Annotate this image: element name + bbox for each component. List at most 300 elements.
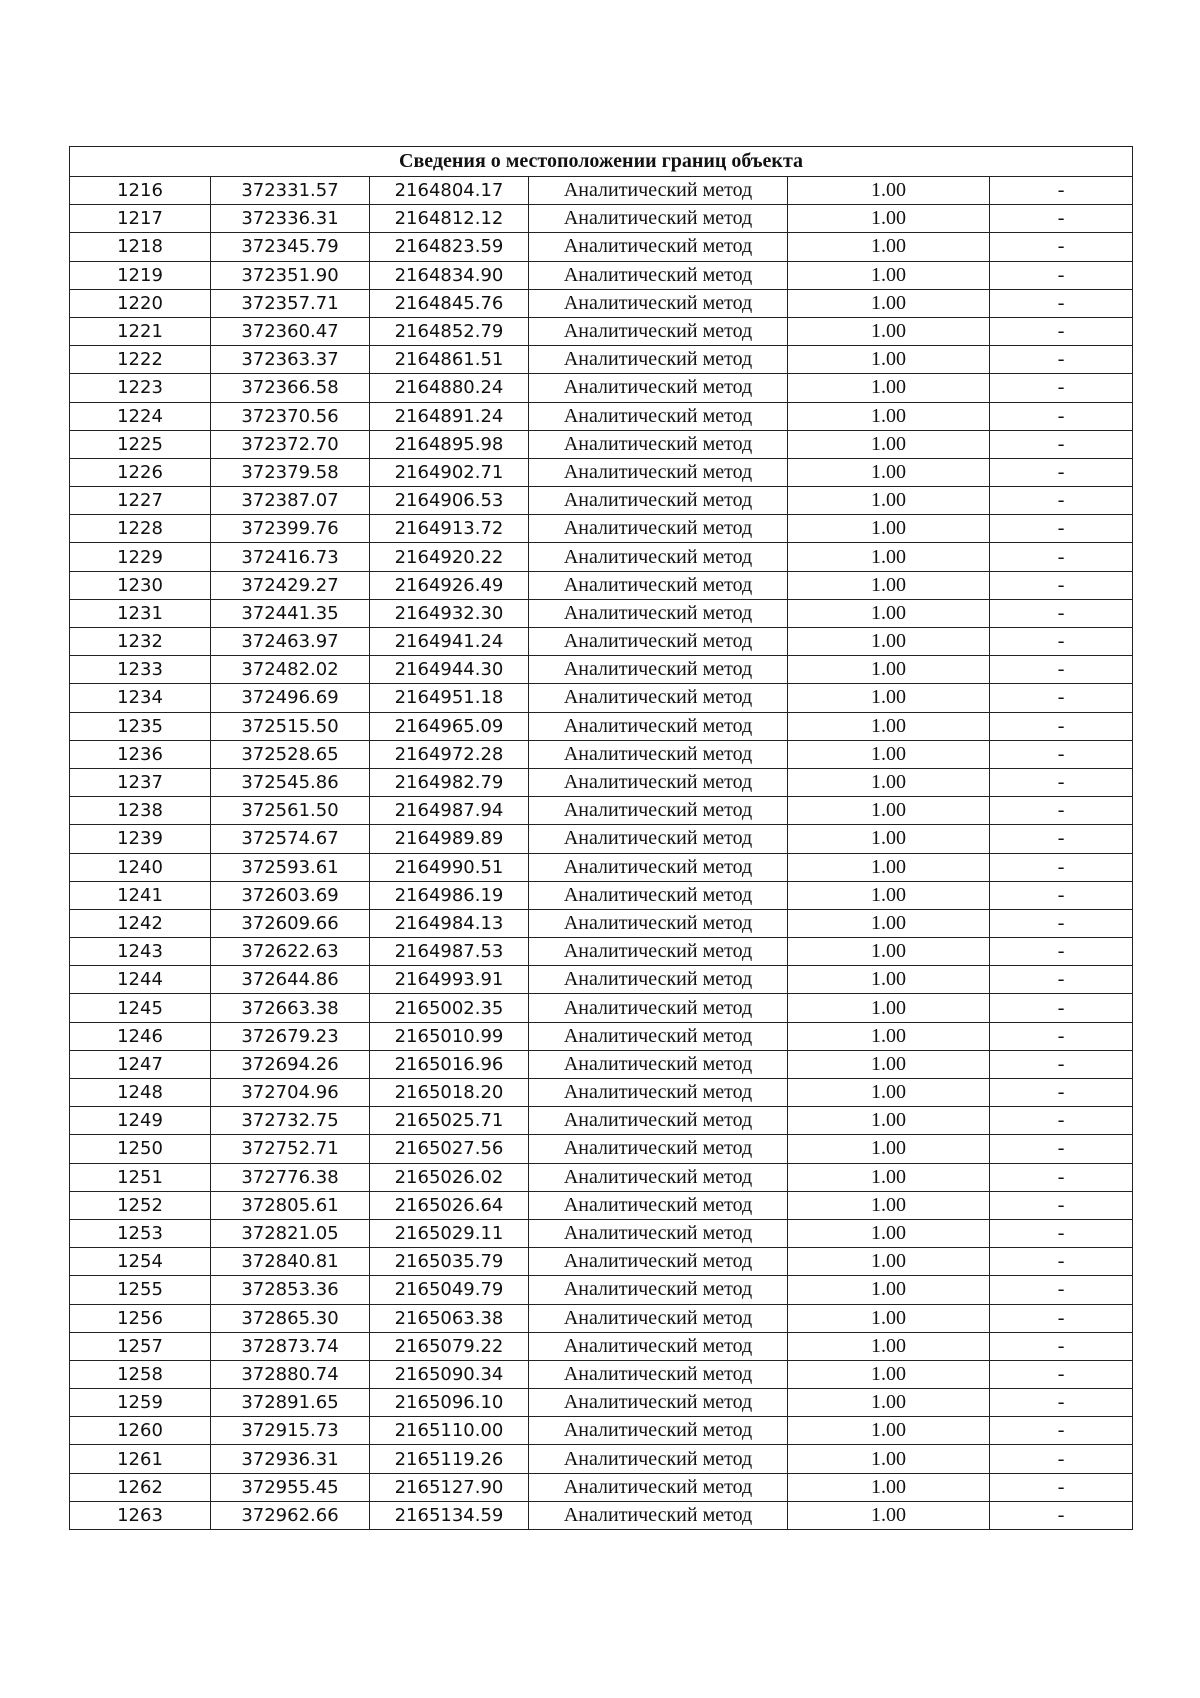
y-coordinate-cell: 2165090.34: [370, 1360, 529, 1388]
y-coordinate-cell: 2164891.24: [370, 402, 529, 430]
method-cell: Аналитический метод: [529, 346, 788, 374]
accuracy-cell: 1.00: [788, 656, 990, 684]
table-row: [70, 938, 1133, 966]
y-coordinate-cell: 2164932.30: [370, 599, 529, 627]
y-coordinate-cell: 2165127.90: [370, 1473, 529, 1501]
point-number-cell: 1222: [70, 346, 211, 374]
table-row: [70, 430, 1133, 458]
x-coordinate-cell: 372463.97: [211, 628, 370, 656]
accuracy-cell: 1.00: [788, 825, 990, 853]
x-coordinate-cell: 372936.31: [211, 1445, 370, 1473]
x-coordinate-cell: 372357.71: [211, 289, 370, 317]
point-number-cell: 1228: [70, 515, 211, 543]
table-row: [70, 1219, 1133, 1247]
accuracy-cell: 1.00: [788, 1219, 990, 1247]
point-number-cell: 1246: [70, 1022, 211, 1050]
table-row: [70, 768, 1133, 796]
note-cell: -: [990, 402, 1133, 430]
point-number-cell: 1244: [70, 966, 211, 994]
note-cell: -: [990, 233, 1133, 261]
y-coordinate-cell: 2164920.22: [370, 543, 529, 571]
point-number-cell: 1261: [70, 1445, 211, 1473]
note-cell: -: [990, 177, 1133, 205]
point-number-cell: 1241: [70, 881, 211, 909]
method-cell: Аналитический метод: [529, 656, 788, 684]
method-cell: Аналитический метод: [529, 938, 788, 966]
method-cell: Аналитический метод: [529, 684, 788, 712]
method-cell: Аналитический метод: [529, 1219, 788, 1247]
method-cell: Аналитический метод: [529, 402, 788, 430]
table-row: [70, 1360, 1133, 1388]
table-row: [70, 543, 1133, 571]
y-coordinate-cell: 2164880.24: [370, 374, 529, 402]
x-coordinate-cell: 372379.58: [211, 458, 370, 486]
method-cell: Аналитический метод: [529, 1163, 788, 1191]
note-cell: -: [990, 684, 1133, 712]
table-row: [70, 205, 1133, 233]
point-number-cell: 1249: [70, 1107, 211, 1135]
point-number-cell: 1242: [70, 909, 211, 937]
x-coordinate-cell: 372387.07: [211, 487, 370, 515]
accuracy-cell: 1.00: [788, 1107, 990, 1135]
point-number-cell: 1225: [70, 430, 211, 458]
note-cell: -: [990, 205, 1133, 233]
method-cell: Аналитический метод: [529, 994, 788, 1022]
y-coordinate-cell: 2164944.30: [370, 656, 529, 684]
method-cell: Аналитический метод: [529, 1248, 788, 1276]
note-cell: -: [990, 712, 1133, 740]
x-coordinate-cell: 372366.58: [211, 374, 370, 402]
accuracy-cell: 1.00: [788, 1360, 990, 1388]
y-coordinate-cell: 2164906.53: [370, 487, 529, 515]
y-coordinate-cell: 2164993.91: [370, 966, 529, 994]
method-cell: Аналитический метод: [529, 1050, 788, 1078]
accuracy-cell: 1.00: [788, 909, 990, 937]
method-cell: Аналитический метод: [529, 1332, 788, 1360]
y-coordinate-cell: 2165026.64: [370, 1191, 529, 1219]
x-coordinate-cell: 372880.74: [211, 1360, 370, 1388]
point-number-cell: 1216: [70, 177, 211, 205]
y-coordinate-cell: 2164986.19: [370, 881, 529, 909]
y-coordinate-cell: 2164852.79: [370, 317, 529, 345]
accuracy-cell: 1.00: [788, 317, 990, 345]
point-number-cell: 1223: [70, 374, 211, 402]
method-cell: Аналитический метод: [529, 374, 788, 402]
x-coordinate-cell: 372732.75: [211, 1107, 370, 1135]
table-row: [70, 797, 1133, 825]
accuracy-cell: 1.00: [788, 458, 990, 486]
y-coordinate-cell: 2164823.59: [370, 233, 529, 261]
y-coordinate-cell: 2164913.72: [370, 515, 529, 543]
accuracy-cell: 1.00: [788, 966, 990, 994]
x-coordinate-cell: 372873.74: [211, 1332, 370, 1360]
table-row: [70, 1389, 1133, 1417]
y-coordinate-cell: 2164989.89: [370, 825, 529, 853]
accuracy-cell: 1.00: [788, 1304, 990, 1332]
point-number-cell: 1217: [70, 205, 211, 233]
x-coordinate-cell: 372363.37: [211, 346, 370, 374]
point-number-cell: 1235: [70, 712, 211, 740]
accuracy-cell: 1.00: [788, 1163, 990, 1191]
x-coordinate-cell: 372545.86: [211, 768, 370, 796]
table-row: [70, 317, 1133, 345]
x-coordinate-cell: 372496.69: [211, 684, 370, 712]
accuracy-cell: 1.00: [788, 1417, 990, 1445]
x-coordinate-cell: 372679.23: [211, 1022, 370, 1050]
note-cell: -: [990, 1445, 1133, 1473]
note-cell: -: [990, 825, 1133, 853]
point-number-cell: 1263: [70, 1501, 211, 1529]
x-coordinate-cell: 372561.50: [211, 797, 370, 825]
method-cell: Аналитический метод: [529, 1191, 788, 1219]
accuracy-cell: 1.00: [788, 768, 990, 796]
table-row: [70, 1022, 1133, 1050]
y-coordinate-cell: 2164941.24: [370, 628, 529, 656]
x-coordinate-cell: 372515.50: [211, 712, 370, 740]
note-cell: -: [990, 543, 1133, 571]
accuracy-cell: 1.00: [788, 628, 990, 656]
table-row: [70, 1107, 1133, 1135]
point-number-cell: 1230: [70, 571, 211, 599]
x-coordinate-cell: 372821.05: [211, 1219, 370, 1247]
table-row: [70, 853, 1133, 881]
x-coordinate-cell: 372574.67: [211, 825, 370, 853]
accuracy-cell: 1.00: [788, 374, 990, 402]
note-cell: -: [990, 797, 1133, 825]
table-row: [70, 994, 1133, 1022]
point-number-cell: 1255: [70, 1276, 211, 1304]
x-coordinate-cell: 372644.86: [211, 966, 370, 994]
point-number-cell: 1257: [70, 1332, 211, 1360]
y-coordinate-cell: 2165029.11: [370, 1219, 529, 1247]
method-cell: Аналитический метод: [529, 571, 788, 599]
accuracy-cell: 1.00: [788, 1135, 990, 1163]
x-coordinate-cell: 372372.70: [211, 430, 370, 458]
table-row: [70, 684, 1133, 712]
x-coordinate-cell: 372603.69: [211, 881, 370, 909]
point-number-cell: 1219: [70, 261, 211, 289]
note-cell: -: [990, 1022, 1133, 1050]
accuracy-cell: 1.00: [788, 1050, 990, 1078]
y-coordinate-cell: 2164965.09: [370, 712, 529, 740]
note-cell: -: [990, 1248, 1133, 1276]
accuracy-cell: 1.00: [788, 1445, 990, 1473]
accuracy-cell: 1.00: [788, 543, 990, 571]
method-cell: Аналитический метод: [529, 1445, 788, 1473]
note-cell: -: [990, 1050, 1133, 1078]
accuracy-cell: 1.00: [788, 1248, 990, 1276]
y-coordinate-cell: 2165026.02: [370, 1163, 529, 1191]
note-cell: -: [990, 1501, 1133, 1529]
method-cell: Аналитический метод: [529, 1304, 788, 1332]
method-cell: Аналитический метод: [529, 797, 788, 825]
note-cell: -: [990, 289, 1133, 317]
point-number-cell: 1260: [70, 1417, 211, 1445]
table-row: [70, 628, 1133, 656]
table-row: [70, 909, 1133, 937]
accuracy-cell: 1.00: [788, 205, 990, 233]
accuracy-cell: 1.00: [788, 797, 990, 825]
note-cell: -: [990, 374, 1133, 402]
x-coordinate-cell: 372865.30: [211, 1304, 370, 1332]
point-number-cell: 1221: [70, 317, 211, 345]
method-cell: Аналитический метод: [529, 261, 788, 289]
point-number-cell: 1251: [70, 1163, 211, 1191]
method-cell: Аналитический метод: [529, 317, 788, 345]
point-number-cell: 1245: [70, 994, 211, 1022]
x-coordinate-cell: 372528.65: [211, 740, 370, 768]
y-coordinate-cell: 2164861.51: [370, 346, 529, 374]
point-number-cell: 1236: [70, 740, 211, 768]
point-number-cell: 1218: [70, 233, 211, 261]
y-coordinate-cell: 2165096.10: [370, 1389, 529, 1417]
note-cell: -: [990, 458, 1133, 486]
note-cell: -: [990, 1304, 1133, 1332]
point-number-cell: 1253: [70, 1219, 211, 1247]
x-coordinate-cell: 372482.02: [211, 656, 370, 684]
point-number-cell: 1227: [70, 487, 211, 515]
method-cell: Аналитический метод: [529, 1360, 788, 1388]
accuracy-cell: 1.00: [788, 261, 990, 289]
method-cell: Аналитический метод: [529, 233, 788, 261]
method-cell: Аналитический метод: [529, 599, 788, 627]
accuracy-cell: 1.00: [788, 994, 990, 1022]
accuracy-cell: 1.00: [788, 853, 990, 881]
accuracy-cell: 1.00: [788, 1501, 990, 1529]
accuracy-cell: 1.00: [788, 1276, 990, 1304]
table-row: [70, 402, 1133, 430]
y-coordinate-cell: 2164987.94: [370, 797, 529, 825]
y-coordinate-cell: 2165027.56: [370, 1135, 529, 1163]
note-cell: -: [990, 853, 1133, 881]
accuracy-cell: 1.00: [788, 515, 990, 543]
accuracy-cell: 1.00: [788, 881, 990, 909]
note-cell: -: [990, 1219, 1133, 1247]
table-row: [70, 1276, 1133, 1304]
accuracy-cell: 1.00: [788, 571, 990, 599]
note-cell: -: [990, 628, 1133, 656]
note-cell: -: [990, 261, 1133, 289]
note-cell: -: [990, 1417, 1133, 1445]
x-coordinate-cell: 372593.61: [211, 853, 370, 881]
table-row: [70, 1248, 1133, 1276]
note-cell: -: [990, 938, 1133, 966]
method-cell: Аналитический метод: [529, 966, 788, 994]
x-coordinate-cell: 372805.61: [211, 1191, 370, 1219]
note-cell: -: [990, 909, 1133, 937]
method-cell: Аналитический метод: [529, 458, 788, 486]
y-coordinate-cell: 2164987.53: [370, 938, 529, 966]
note-cell: -: [990, 1473, 1133, 1501]
y-coordinate-cell: 2165110.00: [370, 1417, 529, 1445]
y-coordinate-cell: 2164951.18: [370, 684, 529, 712]
note-cell: -: [990, 346, 1133, 374]
boundary-coordinates-table: [69, 146, 1133, 1530]
method-cell: Аналитический метод: [529, 205, 788, 233]
x-coordinate-cell: 372336.31: [211, 205, 370, 233]
method-cell: Аналитический метод: [529, 487, 788, 515]
note-cell: -: [990, 966, 1133, 994]
method-cell: Аналитический метод: [529, 1022, 788, 1050]
x-coordinate-cell: 372663.38: [211, 994, 370, 1022]
point-number-cell: 1254: [70, 1248, 211, 1276]
note-cell: -: [990, 317, 1133, 345]
x-coordinate-cell: 372609.66: [211, 909, 370, 937]
table-row: [70, 177, 1133, 205]
x-coordinate-cell: 372345.79: [211, 233, 370, 261]
y-coordinate-cell: 2164834.90: [370, 261, 529, 289]
point-number-cell: 1224: [70, 402, 211, 430]
point-number-cell: 1232: [70, 628, 211, 656]
table-row: [70, 261, 1133, 289]
method-cell: Аналитический метод: [529, 1135, 788, 1163]
y-coordinate-cell: 2165002.35: [370, 994, 529, 1022]
point-number-cell: 1229: [70, 543, 211, 571]
accuracy-cell: 1.00: [788, 1191, 990, 1219]
note-cell: -: [990, 1360, 1133, 1388]
point-number-cell: 1262: [70, 1473, 211, 1501]
x-coordinate-cell: 372441.35: [211, 599, 370, 627]
method-cell: Аналитический метод: [529, 628, 788, 656]
note-cell: -: [990, 599, 1133, 627]
point-number-cell: 1258: [70, 1360, 211, 1388]
table-row: [70, 825, 1133, 853]
table-row: [70, 1332, 1133, 1360]
point-number-cell: 1240: [70, 853, 211, 881]
table-row: [70, 656, 1133, 684]
note-cell: -: [990, 1079, 1133, 1107]
x-coordinate-cell: 372776.38: [211, 1163, 370, 1191]
y-coordinate-cell: 2164990.51: [370, 853, 529, 881]
point-number-cell: 1220: [70, 289, 211, 317]
y-coordinate-cell: 2164982.79: [370, 768, 529, 796]
table-row: [70, 1445, 1133, 1473]
table-row: [70, 1079, 1133, 1107]
note-cell: -: [990, 487, 1133, 515]
method-cell: Аналитический метод: [529, 1501, 788, 1529]
point-number-cell: 1256: [70, 1304, 211, 1332]
table-row: [70, 1501, 1133, 1529]
x-coordinate-cell: 372840.81: [211, 1248, 370, 1276]
x-coordinate-cell: 372955.45: [211, 1473, 370, 1501]
table-row: [70, 740, 1133, 768]
method-cell: Аналитический метод: [529, 543, 788, 571]
x-coordinate-cell: 372360.47: [211, 317, 370, 345]
table-body: [70, 177, 1133, 1530]
point-number-cell: 1238: [70, 797, 211, 825]
x-coordinate-cell: 372351.90: [211, 261, 370, 289]
method-cell: Аналитический метод: [529, 712, 788, 740]
x-coordinate-cell: 372915.73: [211, 1417, 370, 1445]
method-cell: Аналитический метод: [529, 1107, 788, 1135]
note-cell: -: [990, 1389, 1133, 1417]
x-coordinate-cell: 372891.65: [211, 1389, 370, 1417]
table-title-row: [70, 147, 1133, 177]
table-row: [70, 1050, 1133, 1078]
method-cell: Аналитический метод: [529, 853, 788, 881]
method-cell: Аналитический метод: [529, 881, 788, 909]
x-coordinate-cell: 372752.71: [211, 1135, 370, 1163]
accuracy-cell: 1.00: [788, 938, 990, 966]
accuracy-cell: 1.00: [788, 233, 990, 261]
point-number-cell: 1226: [70, 458, 211, 486]
accuracy-cell: 1.00: [788, 487, 990, 515]
y-coordinate-cell: 2165049.79: [370, 1276, 529, 1304]
accuracy-cell: 1.00: [788, 684, 990, 712]
point-number-cell: 1250: [70, 1135, 211, 1163]
y-coordinate-cell: 2164845.76: [370, 289, 529, 317]
note-cell: -: [990, 1332, 1133, 1360]
table-row: [70, 712, 1133, 740]
accuracy-cell: 1.00: [788, 1389, 990, 1417]
method-cell: Аналитический метод: [529, 1473, 788, 1501]
accuracy-cell: 1.00: [788, 1473, 990, 1501]
method-cell: Аналитический метод: [529, 1079, 788, 1107]
y-coordinate-cell: 2165035.79: [370, 1248, 529, 1276]
table-row: [70, 571, 1133, 599]
method-cell: Аналитический метод: [529, 515, 788, 543]
note-cell: -: [990, 430, 1133, 458]
method-cell: Аналитический метод: [529, 909, 788, 937]
y-coordinate-cell: 2165063.38: [370, 1304, 529, 1332]
y-coordinate-cell: 2165018.20: [370, 1079, 529, 1107]
y-coordinate-cell: 2164804.17: [370, 177, 529, 205]
x-coordinate-cell: 372331.57: [211, 177, 370, 205]
accuracy-cell: 1.00: [788, 712, 990, 740]
table-row: [70, 1163, 1133, 1191]
method-cell: Аналитический метод: [529, 177, 788, 205]
table-row: [70, 599, 1133, 627]
table-row: [70, 515, 1133, 543]
note-cell: -: [990, 515, 1133, 543]
note-cell: -: [990, 571, 1133, 599]
x-coordinate-cell: 372962.66: [211, 1501, 370, 1529]
point-number-cell: 1231: [70, 599, 211, 627]
y-coordinate-cell: 2165119.26: [370, 1445, 529, 1473]
point-number-cell: 1243: [70, 938, 211, 966]
note-cell: -: [990, 656, 1133, 684]
x-coordinate-cell: 372694.26: [211, 1050, 370, 1078]
table-row: [70, 966, 1133, 994]
y-coordinate-cell: 2165016.96: [370, 1050, 529, 1078]
method-cell: Аналитический метод: [529, 825, 788, 853]
note-cell: -: [990, 768, 1133, 796]
x-coordinate-cell: 372704.96: [211, 1079, 370, 1107]
y-coordinate-cell: 2165010.99: [370, 1022, 529, 1050]
accuracy-cell: 1.00: [788, 430, 990, 458]
y-coordinate-cell: 2164895.98: [370, 430, 529, 458]
accuracy-cell: 1.00: [788, 177, 990, 205]
x-coordinate-cell: 372370.56: [211, 402, 370, 430]
x-coordinate-cell: 372429.27: [211, 571, 370, 599]
table-row: [70, 233, 1133, 261]
x-coordinate-cell: 372853.36: [211, 1276, 370, 1304]
method-cell: Аналитический метод: [529, 1417, 788, 1445]
method-cell: Аналитический метод: [529, 1389, 788, 1417]
table-title: Сведения о местоположении границ объекта: [70, 147, 1133, 177]
note-cell: -: [990, 1135, 1133, 1163]
y-coordinate-cell: 2164902.71: [370, 458, 529, 486]
table-row: [70, 1417, 1133, 1445]
y-coordinate-cell: 2164984.13: [370, 909, 529, 937]
point-number-cell: 1252: [70, 1191, 211, 1219]
table-row: [70, 1191, 1133, 1219]
table-row: [70, 487, 1133, 515]
point-number-cell: 1247: [70, 1050, 211, 1078]
method-cell: Аналитический метод: [529, 768, 788, 796]
table-row: [70, 458, 1133, 486]
y-coordinate-cell: 2164972.28: [370, 740, 529, 768]
